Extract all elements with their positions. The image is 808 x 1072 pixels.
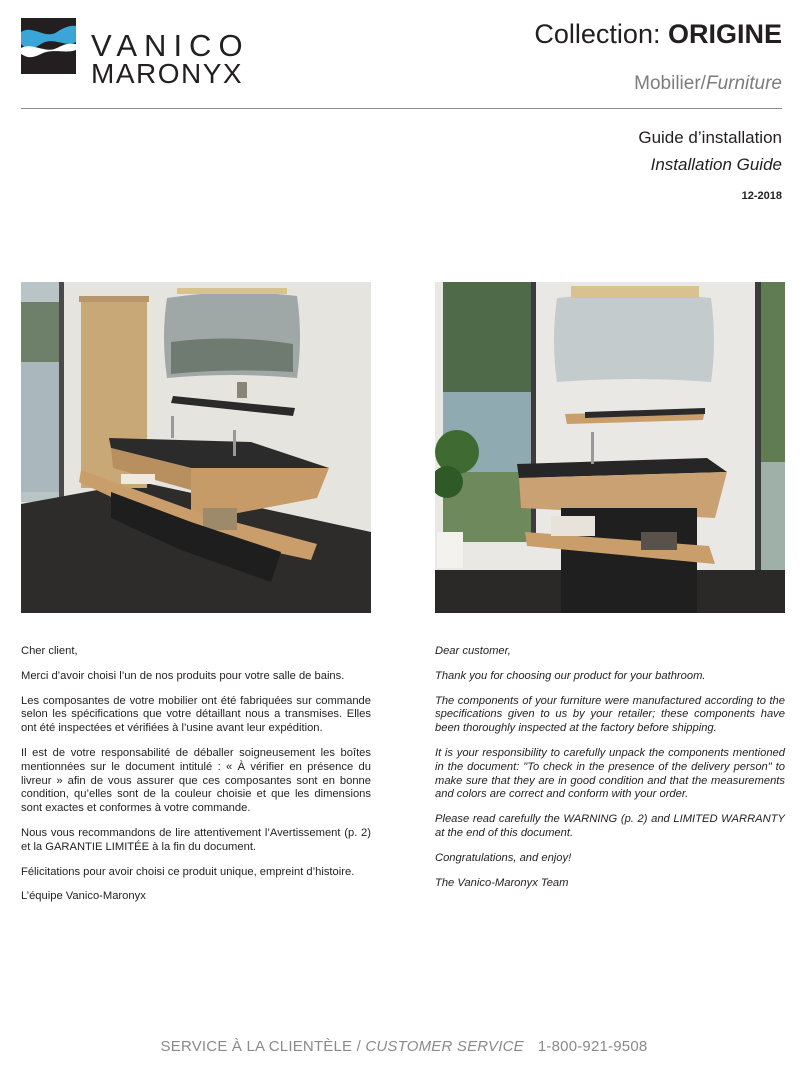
collection-subtitle xyxy=(634,73,782,95)
collection-name: ORIGINE xyxy=(667,19,782,49)
header-divider xyxy=(21,108,782,109)
vanity-photo-left xyxy=(21,282,371,613)
paragraph-en-1: Thank you for choosing our product for your bathroom. xyxy=(435,669,706,682)
collection-label: Collection: xyxy=(534,19,661,49)
english-letter xyxy=(435,645,785,901)
service-phone: 1-800-921-9508 xyxy=(537,1038,648,1055)
customer-service-footer xyxy=(0,1038,808,1055)
paragraph-fr-5: Félicitations pour avoir choisi ce produit unique, empreint d’histoire. xyxy=(21,865,355,878)
paragraph-fr-1: Merci d’avoir choisi l’un de nos produits pour votre salle de bains. xyxy=(21,669,345,682)
paragraph-en-4: Please read carefully the WARNING (p. 2) and LIMITED WARRANTY at the end of this document. xyxy=(435,813,785,839)
service-label-en: CUSTOMER SERVICE xyxy=(365,1038,524,1055)
paragraph-fr-4: Nous vous recommandons de lire attentivement l’Avertissement (p. 2) et la GARANTIE LIMITÉE à la fin du document. xyxy=(21,826,371,853)
brand-name-line1: VANICO xyxy=(91,28,250,63)
vanity-photo-right xyxy=(435,282,785,613)
paragraph-en-2: The components of your furniture were manufactured according to the specifications given to us by your retailer; these components have been thoroughly inspected at the factory before shipping. xyxy=(435,694,785,735)
brand-name-line2: MARONYX xyxy=(91,58,244,89)
guide-title-en: Installation Guide xyxy=(650,155,782,174)
greeting-fr: Cher client, xyxy=(21,645,78,657)
paragraph-en-3: It is your responsibility to carefully unpack the components mentioned in the document: "To check in the presence of the delivery person" to make sure that they are in good condition and that the measurements and colors are correct and conform with your order. xyxy=(435,746,785,801)
french-letter xyxy=(21,645,371,915)
greeting-en: Dear customer, xyxy=(435,645,511,657)
subtitle-fr: Mobilier/ xyxy=(634,73,706,94)
guide-title-fr: Guide d’installation xyxy=(638,128,782,147)
service-label-fr: SERVICE À LA CLIENTÈLE / xyxy=(160,1038,366,1055)
logo-wave-icon xyxy=(21,18,76,74)
signature-en: The Vanico-Maronyx Team xyxy=(435,876,569,889)
subtitle-en: Furniture xyxy=(705,73,782,94)
signature-fr: L’équipe Vanico-Maronyx xyxy=(21,890,146,903)
paragraph-fr-2: Les composantes de votre mobilier ont été fabriquées sur commande selon les spécifications que votre détaillant nous a transmises. Elles ont été inspectées et vérifiées à l’usine avant leur expédition. xyxy=(21,694,371,735)
paragraph-en-5: Congratulations, and enjoy! xyxy=(435,851,572,864)
document-date: 12-2018 xyxy=(741,190,782,202)
collection-title xyxy=(534,18,782,50)
paragraph-fr-3: Il est de votre responsabilité de déballer soigneusement les boîtes mentionnées sur le document intitulé : « À vérifier en présence du livreur » afin de vous assurer que ces composantes sont en bonne condition, qu’elles sont de la couleur choisie et que les dimensions sont exactes et conformes à votre commande. xyxy=(21,746,371,815)
brand-logo xyxy=(21,18,271,89)
